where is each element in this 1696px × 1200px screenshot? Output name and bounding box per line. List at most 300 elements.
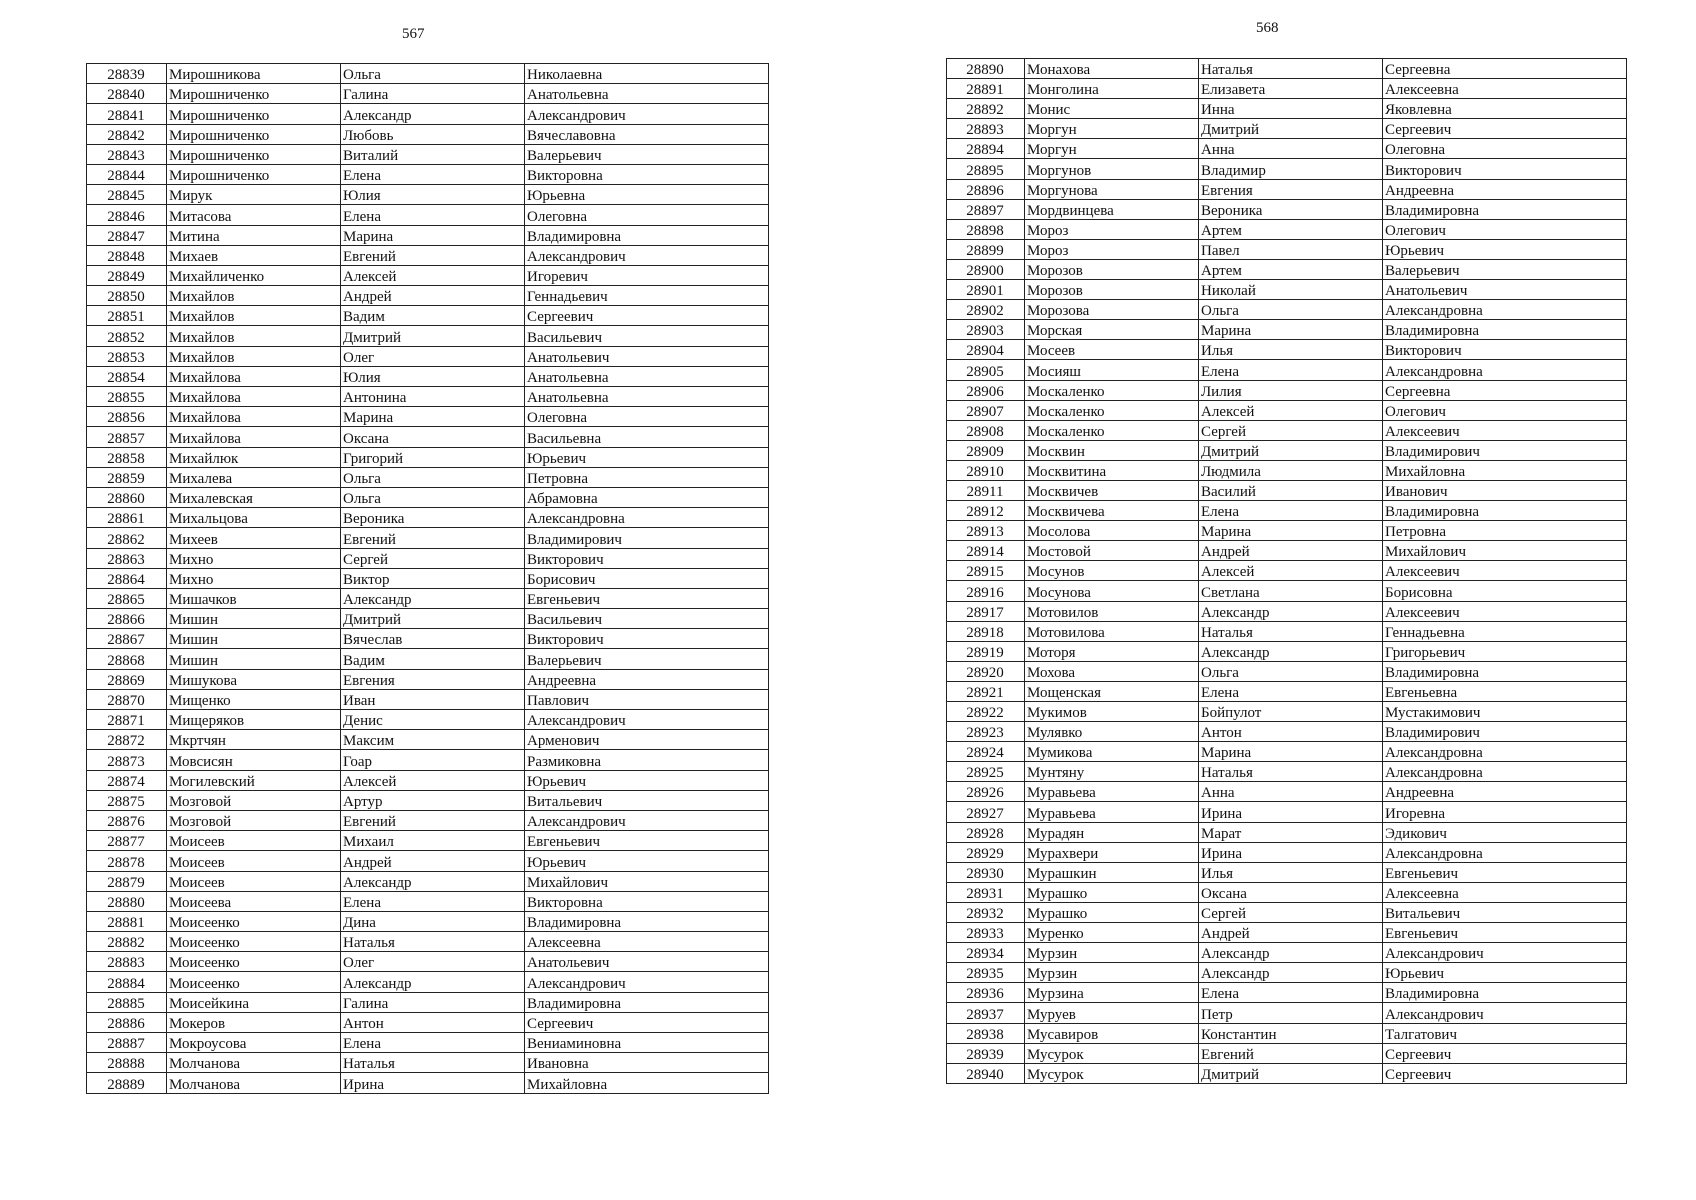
patronymic-cell: Александрович [525,245,769,265]
first-name-cell: Ольга [341,467,525,487]
record-number-cell: 28882 [87,932,167,952]
record-number-cell: 28876 [87,810,167,830]
first-name-cell: Галина [341,992,525,1012]
patronymic-cell: Сергеевич [1383,1063,1627,1083]
surname-cell: Михайлов [167,306,341,326]
record-number-cell: 28930 [947,862,1025,882]
table-row [947,621,1627,641]
record-number-cell: 28859 [87,467,167,487]
table-row [87,891,769,911]
first-name-cell: Андрей [1199,541,1383,561]
table-row [87,205,769,225]
surname-cell: Молчанова [167,1073,341,1093]
surname-cell: Мирошниченко [167,124,341,144]
table-row [87,770,769,790]
record-number-cell: 28908 [947,420,1025,440]
first-name-cell: Наталья [1199,59,1383,79]
first-name-cell: Дина [341,911,525,931]
table-row [87,972,769,992]
record-number-cell: 28916 [947,581,1025,601]
patronymic-cell: Алексеевич [1383,420,1627,440]
surname-cell: Моргун [1025,139,1199,159]
first-name-cell: Наталья [341,932,525,952]
first-name-cell: Наталья [1199,762,1383,782]
table-row [87,992,769,1012]
first-name-cell: Виктор [341,568,525,588]
patronymic-cell: Анатольевна [525,387,769,407]
patronymic-cell: Юрьевич [525,447,769,467]
record-number-cell: 28915 [947,561,1025,581]
surname-cell: Михно [167,568,341,588]
patronymic-cell: Сергеевна [1383,380,1627,400]
patronymic-cell: Владимировна [525,992,769,1012]
patronymic-cell: Александровна [1383,762,1627,782]
record-number-cell: 28848 [87,245,167,265]
first-name-cell: Илья [1199,862,1383,882]
first-name-cell: Елена [341,205,525,225]
table-row [947,983,1627,1003]
patronymic-cell: Владимирович [1383,722,1627,742]
record-number-cell: 28871 [87,710,167,730]
surname-cell: Мирук [167,185,341,205]
surname-cell: Москаленко [1025,420,1199,440]
first-name-cell: Марат [1199,822,1383,842]
record-number-cell: 28919 [947,641,1025,661]
table-row [87,1012,769,1032]
surname-cell: Москаленко [1025,400,1199,420]
table-row [87,911,769,931]
table-row [947,501,1627,521]
first-name-cell: Владимир [1199,159,1383,179]
surname-cell: Мостовой [1025,541,1199,561]
surname-cell: Моисеев [167,851,341,871]
surname-cell: Моторя [1025,641,1199,661]
table-row [947,762,1627,782]
table-row [87,265,769,285]
patronymic-cell: Васильевна [525,427,769,447]
patronymic-cell: Анатольевна [525,366,769,386]
first-name-cell: Марина [341,407,525,427]
table-row [947,681,1627,701]
surname-cell: Муравьева [1025,782,1199,802]
first-name-cell: Олег [341,952,525,972]
surname-cell: Мурадян [1025,822,1199,842]
first-name-cell: Евгений [341,528,525,548]
table-row [947,380,1627,400]
record-number-cell: 28843 [87,144,167,164]
record-number-cell: 28934 [947,943,1025,963]
surname-cell: Моисеенко [167,932,341,952]
patronymic-cell: Борисович [525,568,769,588]
record-number-cell: 28926 [947,782,1025,802]
surname-cell: Мозговой [167,790,341,810]
table-row [87,306,769,326]
first-name-cell: Сергей [1199,420,1383,440]
registry-table-body [87,64,769,1094]
record-number-cell: 28940 [947,1063,1025,1083]
table-row [947,963,1627,983]
table-row [947,300,1627,320]
table-row [947,360,1627,380]
table-row [87,164,769,184]
table-row [947,541,1627,561]
table-row [947,400,1627,420]
record-number-cell: 28870 [87,689,167,709]
surname-cell: Мосолова [1025,521,1199,541]
table-row [87,447,769,467]
record-number-cell: 28905 [947,360,1025,380]
first-name-cell: Артем [1199,259,1383,279]
surname-cell: Муренко [1025,923,1199,943]
patronymic-cell: Андреевна [525,669,769,689]
surname-cell: Мишин [167,609,341,629]
record-number-cell: 28863 [87,548,167,568]
surname-cell: Мусавиров [1025,1023,1199,1043]
first-name-cell: Александр [341,104,525,124]
first-name-cell: Дмитрий [1199,440,1383,460]
patronymic-cell: Викторович [525,629,769,649]
record-number-cell: 28900 [947,259,1025,279]
record-number-cell: 28891 [947,79,1025,99]
record-number-cell: 28921 [947,681,1025,701]
patronymic-cell: Юрьевна [525,185,769,205]
surname-cell: Михеев [167,528,341,548]
record-number-cell: 28878 [87,851,167,871]
record-number-cell: 28865 [87,588,167,608]
first-name-cell: Галина [341,84,525,104]
surname-cell: Мунтяну [1025,762,1199,782]
patronymic-cell: Александрович [525,972,769,992]
patronymic-cell: Михайлович [1383,541,1627,561]
record-number-cell: 28887 [87,1033,167,1053]
registry-table-body [947,59,1627,1084]
record-number-cell: 28840 [87,84,167,104]
table-row [947,601,1627,621]
first-name-cell: Иван [341,689,525,709]
surname-cell: Митина [167,225,341,245]
surname-cell: Мищеряков [167,710,341,730]
first-name-cell: Ольга [341,64,525,84]
table-row [947,943,1627,963]
surname-cell: Мокеров [167,1012,341,1032]
record-number-cell: 28855 [87,387,167,407]
patronymic-cell: Андреевна [1383,782,1627,802]
registry-table [86,63,769,1094]
patronymic-cell: Александровна [1383,742,1627,762]
surname-cell: Москвин [1025,440,1199,460]
surname-cell: Михаев [167,245,341,265]
table-row [87,1073,769,1093]
patronymic-cell: Александрович [1383,1003,1627,1023]
table-row [947,902,1627,922]
record-number-cell: 28933 [947,923,1025,943]
table-row [87,64,769,84]
record-number-cell: 28896 [947,179,1025,199]
surname-cell: Михайлюк [167,447,341,467]
first-name-cell: Евгений [341,810,525,830]
surname-cell: Мохова [1025,661,1199,681]
surname-cell: Мулявко [1025,722,1199,742]
registry-table [946,58,1627,1084]
first-name-cell: Евгений [341,245,525,265]
first-name-cell: Сергей [341,548,525,568]
first-name-cell: Александр [1199,963,1383,983]
table-row [947,661,1627,681]
patronymic-cell: Александрович [1383,943,1627,963]
table-row [87,326,769,346]
first-name-cell: Александр [341,972,525,992]
table-row [947,159,1627,179]
first-name-cell: Наталья [341,1053,525,1073]
patronymic-cell: Анатольевич [525,346,769,366]
surname-cell: Мороз [1025,239,1199,259]
patronymic-cell: Александрович [525,104,769,124]
surname-cell: Мосияш [1025,360,1199,380]
table-row [87,669,769,689]
record-number-cell: 28888 [87,1053,167,1073]
table-row [947,139,1627,159]
page-number: 567 [402,26,425,42]
patronymic-cell: Сергеевич [1383,119,1627,139]
patronymic-cell: Геннадьевич [525,286,769,306]
first-name-cell: Григорий [341,447,525,467]
record-number-cell: 28852 [87,326,167,346]
patronymic-cell: Олеговна [1383,139,1627,159]
table-row [87,790,769,810]
record-number-cell: 28936 [947,983,1025,1003]
first-name-cell: Ольга [341,487,525,507]
table-row [87,387,769,407]
first-name-cell: Елена [1199,360,1383,380]
patronymic-cell: Валерьевич [1383,259,1627,279]
surname-cell: Молчанова [167,1053,341,1073]
table-row [87,427,769,447]
surname-cell: Митасова [167,205,341,225]
first-name-cell: Анна [1199,139,1383,159]
record-number-cell: 28927 [947,802,1025,822]
record-number-cell: 28867 [87,629,167,649]
first-name-cell: Антонина [341,387,525,407]
patronymic-cell: Вениаминовна [525,1033,769,1053]
patronymic-cell: Евгеньевич [1383,923,1627,943]
surname-cell: Михно [167,548,341,568]
patronymic-cell: Андреевна [1383,179,1627,199]
patronymic-cell: Петровна [1383,521,1627,541]
first-name-cell: Людмила [1199,460,1383,480]
patronymic-cell: Витальевич [525,790,769,810]
first-name-cell: Дмитрий [1199,1063,1383,1083]
record-number-cell: 28866 [87,609,167,629]
record-number-cell: 28873 [87,750,167,770]
record-number-cell: 28884 [87,972,167,992]
record-number-cell: 28846 [87,205,167,225]
record-number-cell: 28885 [87,992,167,1012]
surname-cell: Мордвинцева [1025,199,1199,219]
surname-cell: Моисеенко [167,972,341,992]
patronymic-cell: Сергеевна [1383,59,1627,79]
record-number-cell: 28886 [87,1012,167,1032]
record-number-cell: 28923 [947,722,1025,742]
surname-cell: Мощенская [1025,681,1199,701]
patronymic-cell: Олеговна [525,407,769,427]
record-number-cell: 28932 [947,902,1025,922]
patronymic-cell: Павлович [525,689,769,709]
first-name-cell: Павел [1199,239,1383,259]
patronymic-cell: Ивановна [525,1053,769,1073]
first-name-cell: Андрей [341,286,525,306]
table-row [947,722,1627,742]
table-row [87,932,769,952]
first-name-cell: Евгений [1199,1043,1383,1063]
first-name-cell: Бойпулот [1199,702,1383,722]
table-row [947,119,1627,139]
table-row [87,548,769,568]
patronymic-cell: Вячеславовна [525,124,769,144]
first-name-cell: Антон [341,1012,525,1032]
table-row [87,508,769,528]
first-name-cell: Алексей [1199,400,1383,420]
patronymic-cell: Анатольевич [1383,280,1627,300]
first-name-cell: Андрей [1199,923,1383,943]
record-number-cell: 28850 [87,286,167,306]
patronymic-cell: Владимирович [1383,440,1627,460]
table-row [947,561,1627,581]
surname-cell: Москвичев [1025,480,1199,500]
surname-cell: Мирошниченко [167,84,341,104]
patronymic-cell: Михайловна [1383,460,1627,480]
patronymic-cell: Яковлевна [1383,99,1627,119]
table-row [87,346,769,366]
patronymic-cell: Алексеевич [1383,601,1627,621]
first-name-cell: Константин [1199,1023,1383,1043]
surname-cell: Морозов [1025,259,1199,279]
first-name-cell: Артем [1199,219,1383,239]
patronymic-cell: Евгеньевич [1383,862,1627,882]
table-row [947,802,1627,822]
table-row [947,340,1627,360]
first-name-cell: Дмитрий [341,326,525,346]
patronymic-cell: Анатольевна [525,84,769,104]
surname-cell: Моисеева [167,891,341,911]
table-row [87,366,769,386]
record-number-cell: 28931 [947,882,1025,902]
surname-cell: Морозов [1025,280,1199,300]
table-row [87,871,769,891]
table-row [87,952,769,972]
record-number-cell: 28858 [87,447,167,467]
patronymic-cell: Сергеевич [1383,1043,1627,1063]
surname-cell: Мозговой [167,810,341,830]
record-number-cell: 28939 [947,1043,1025,1063]
table-row [87,1053,769,1073]
table-row [87,710,769,730]
record-number-cell: 28856 [87,407,167,427]
patronymic-cell: Алексеевич [1383,561,1627,581]
table-row [947,239,1627,259]
table-row [87,144,769,164]
record-number-cell: 28844 [87,164,167,184]
patronymic-cell: Талгатович [1383,1023,1627,1043]
surname-cell: Моисеев [167,871,341,891]
first-name-cell: Николай [1199,280,1383,300]
first-name-cell: Алексей [341,770,525,790]
table-row [87,609,769,629]
record-number-cell: 28890 [947,59,1025,79]
surname-cell: Монахова [1025,59,1199,79]
record-number-cell: 28902 [947,300,1025,320]
table-row [87,124,769,144]
patronymic-cell: Юрьевич [1383,239,1627,259]
record-number-cell: 28922 [947,702,1025,722]
surname-cell: Мищенко [167,689,341,709]
record-number-cell: 28924 [947,742,1025,762]
table-row [947,742,1627,762]
patronymic-cell: Александровна [1383,300,1627,320]
record-number-cell: 28925 [947,762,1025,782]
record-number-cell: 28894 [947,139,1025,159]
table-row [87,851,769,871]
patronymic-cell: Михайловна [525,1073,769,1093]
patronymic-cell: Валерьевич [525,649,769,669]
surname-cell: Мишин [167,649,341,669]
table-row [947,782,1627,802]
patronymic-cell: Евгеньевич [525,588,769,608]
patronymic-cell: Алексеевна [525,932,769,952]
record-number-cell: 28913 [947,521,1025,541]
first-name-cell: Вероника [341,508,525,528]
patronymic-cell: Викторовна [525,891,769,911]
surname-cell: Москаленко [1025,380,1199,400]
surname-cell: Мусурок [1025,1043,1199,1063]
first-name-cell: Антон [1199,722,1383,742]
patronymic-cell: Олегович [1383,400,1627,420]
surname-cell: Москвичева [1025,501,1199,521]
record-number-cell: 28851 [87,306,167,326]
first-name-cell: Елена [341,891,525,911]
surname-cell: Мирошниченко [167,164,341,184]
record-number-cell: 28909 [947,440,1025,460]
record-number-cell: 28849 [87,265,167,285]
patronymic-cell: Владимировна [1383,983,1627,1003]
record-number-cell: 28864 [87,568,167,588]
record-number-cell: 28845 [87,185,167,205]
patronymic-cell: Викторович [1383,340,1627,360]
patronymic-cell: Борисовна [1383,581,1627,601]
surname-cell: Моисеенко [167,952,341,972]
surname-cell: Михайлова [167,387,341,407]
record-number-cell: 28847 [87,225,167,245]
patronymic-cell: Сергеевич [525,1012,769,1032]
first-name-cell: Михаил [341,831,525,851]
table-row [947,1023,1627,1043]
record-number-cell: 28907 [947,400,1025,420]
surname-cell: Михайлов [167,286,341,306]
patronymic-cell: Евгеньевна [1383,681,1627,701]
first-name-cell: Дмитрий [1199,119,1383,139]
patronymic-cell: Васильевич [525,609,769,629]
first-name-cell: Алексей [341,265,525,285]
table-row [947,460,1627,480]
table-row [87,467,769,487]
patronymic-cell: Владимировна [525,911,769,931]
patronymic-cell: Абрамовна [525,487,769,507]
record-number-cell: 28877 [87,831,167,851]
surname-cell: Мурашкин [1025,862,1199,882]
surname-cell: Моргунова [1025,179,1199,199]
surname-cell: Моргунов [1025,159,1199,179]
first-name-cell: Ольга [1199,661,1383,681]
surname-cell: Мкртчян [167,730,341,750]
